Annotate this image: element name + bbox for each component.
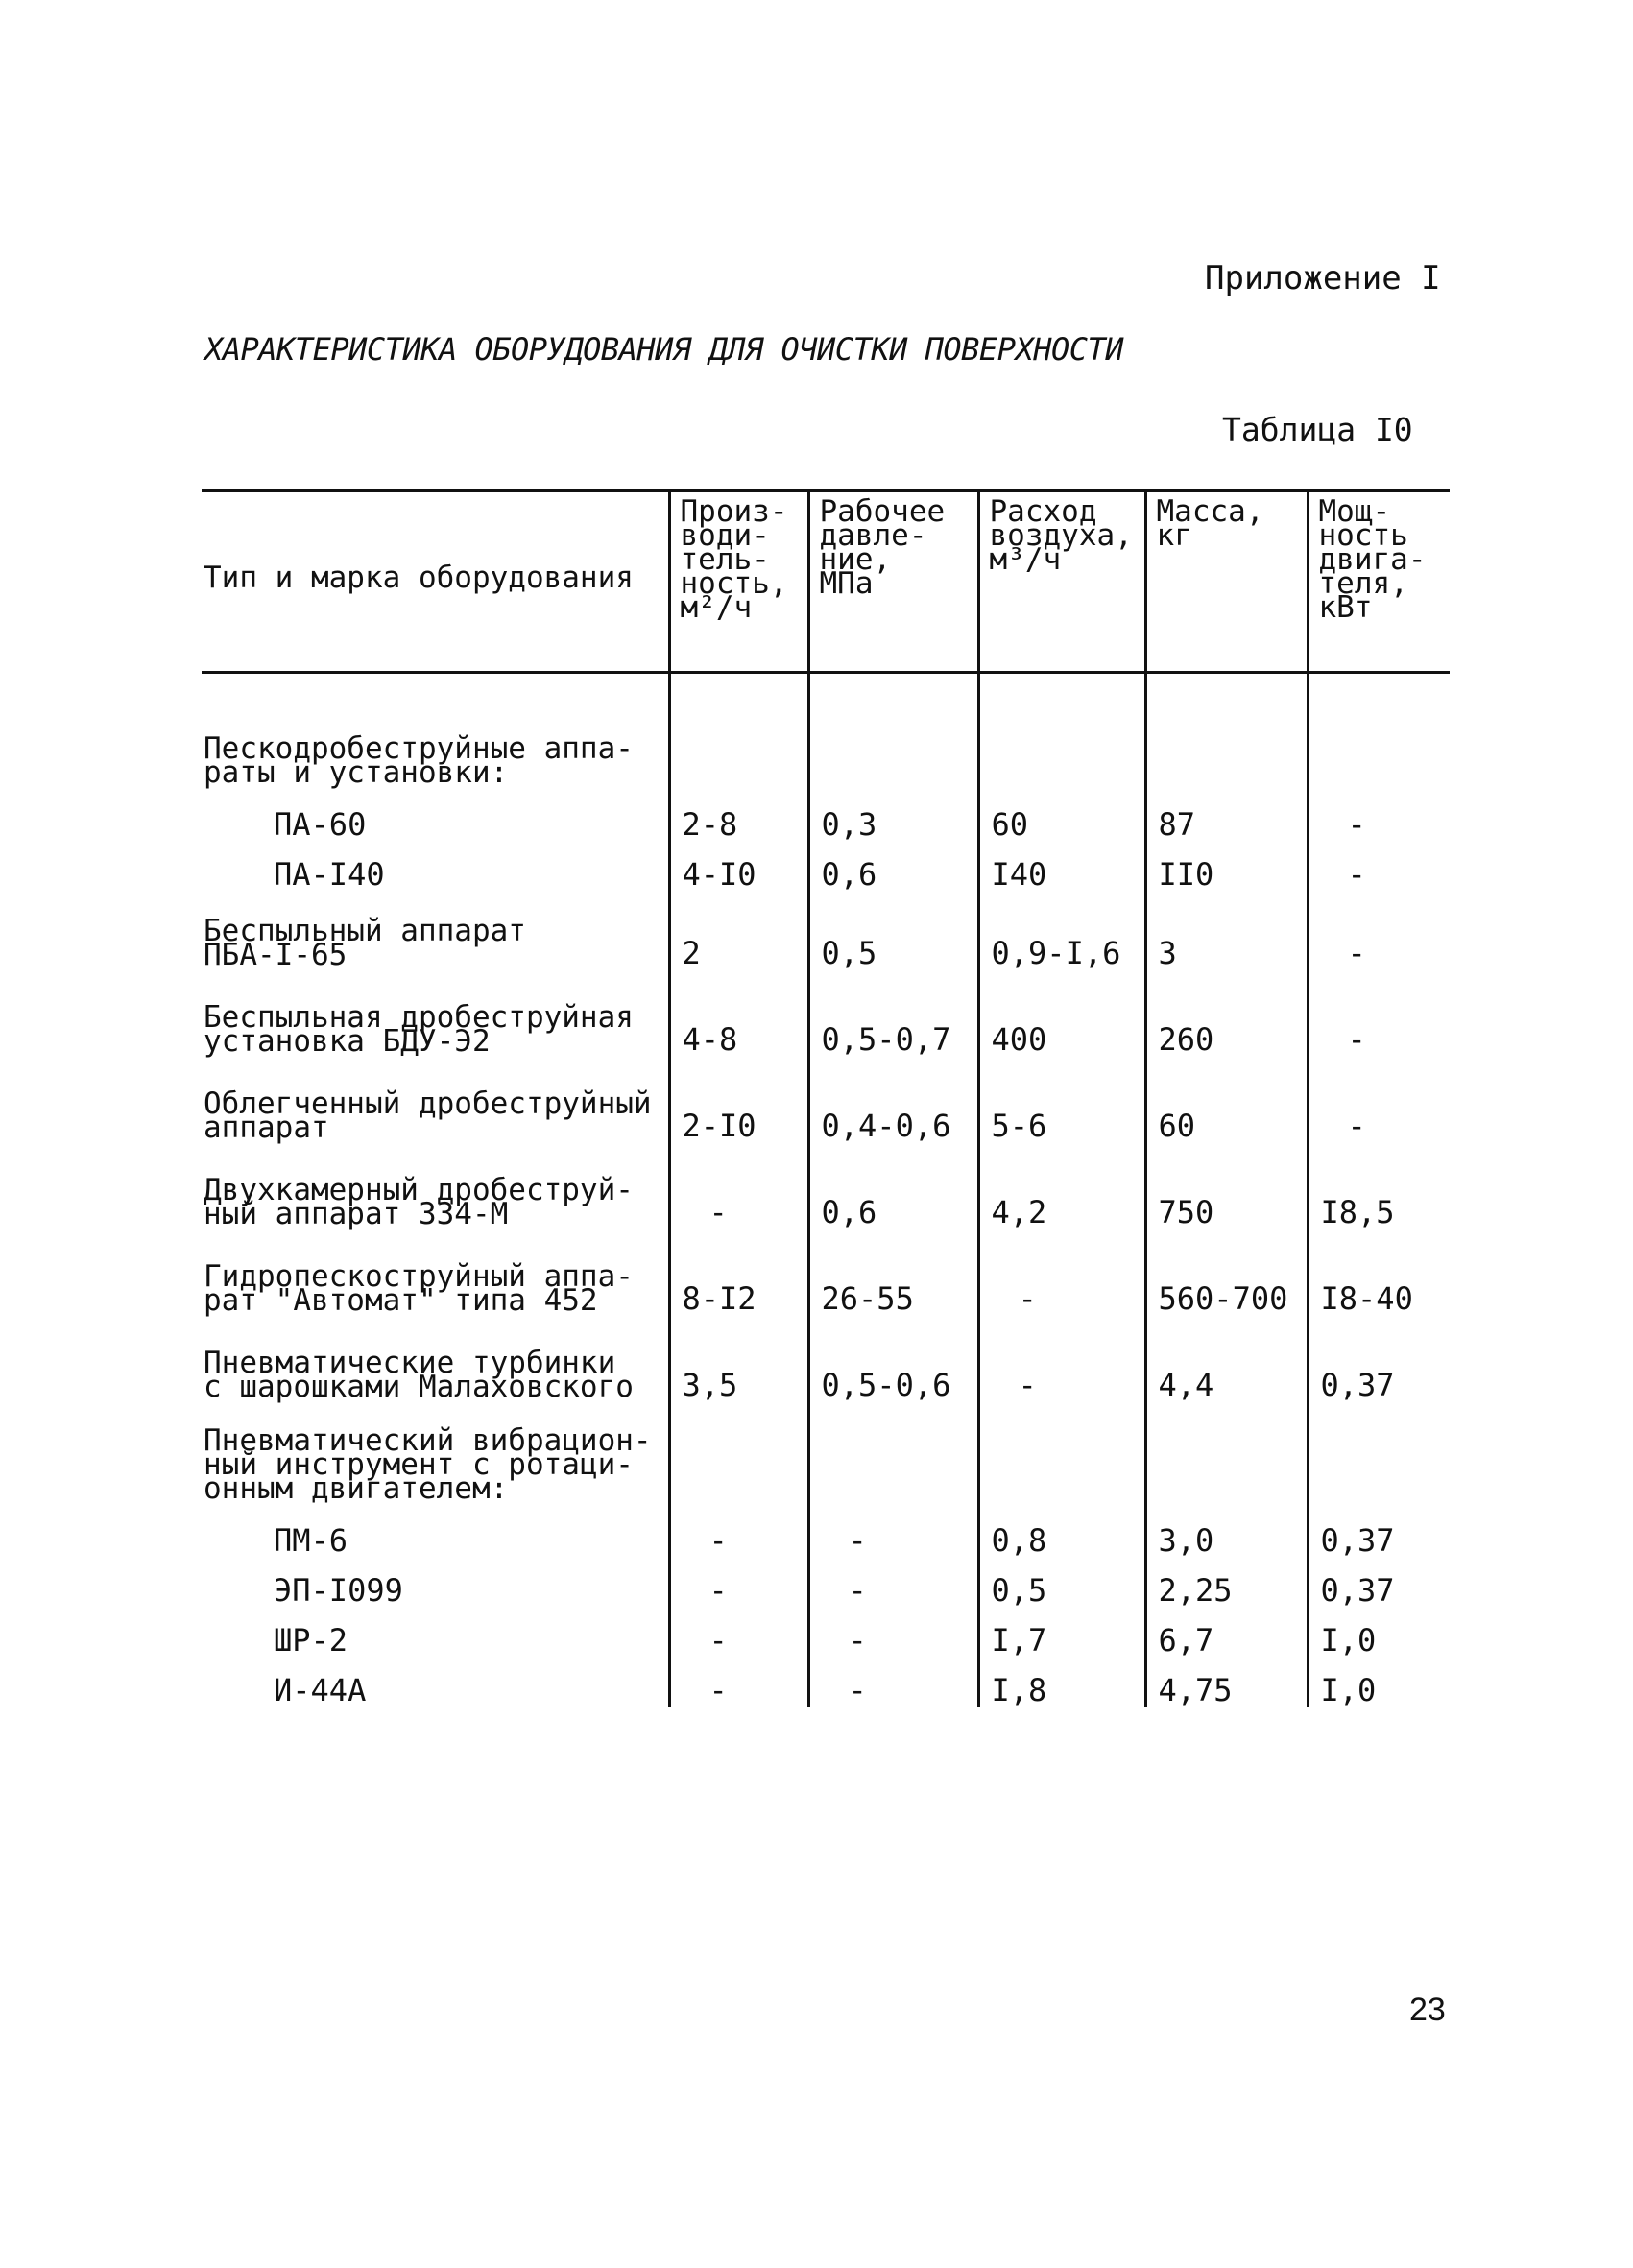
working-pressure-cell: - bbox=[808, 1507, 978, 1557]
motor-power-cell: I,0 bbox=[1308, 1657, 1450, 1707]
motor-power-cell bbox=[1308, 1409, 1450, 1507]
mass-cell: 87 bbox=[1145, 791, 1308, 841]
table-row bbox=[202, 1657, 1450, 1707]
header-air-consumption: Расход воздуха, м³/ч bbox=[978, 491, 1145, 673]
equipment-name-cell: Пневматические турбинки с шарошками Малаховского bbox=[204, 1346, 634, 1404]
productivity-cell: - bbox=[669, 1507, 808, 1557]
table-row bbox=[202, 1236, 1450, 1323]
productivity-cell: 4-I0 bbox=[669, 841, 808, 891]
table-row bbox=[202, 841, 1450, 891]
mass-cell bbox=[1145, 673, 1308, 792]
productivity-cell: 4-8 bbox=[669, 977, 808, 1063]
equipment-name-cell: Двухкамерный дробеструй- ный аппарат 334-М bbox=[204, 1173, 634, 1231]
working-pressure-cell: 0,5 bbox=[808, 891, 978, 977]
page-number: 23 bbox=[1409, 1992, 1446, 2028]
equipment-table-container bbox=[202, 489, 1450, 1707]
air-consumption-cell: I40 bbox=[978, 841, 1145, 891]
productivity-cell: - bbox=[669, 1150, 808, 1236]
working-pressure-cell: 0,5-0,7 bbox=[808, 977, 978, 1063]
table-body bbox=[202, 673, 1450, 1707]
air-consumption-cell: 60 bbox=[978, 791, 1145, 841]
equipment-name-cell: Пескодробеструйные аппа- раты и установки: bbox=[204, 731, 634, 790]
mass-cell: II0 bbox=[1145, 841, 1308, 891]
working-pressure-cell bbox=[808, 673, 978, 792]
air-consumption-cell: I,7 bbox=[978, 1607, 1145, 1657]
mass-cell: 2,25 bbox=[1145, 1557, 1308, 1607]
productivity-cell: - bbox=[669, 1557, 808, 1607]
productivity-cell: - bbox=[669, 1607, 808, 1657]
air-consumption-cell: - bbox=[978, 1323, 1145, 1409]
table-row bbox=[202, 1063, 1450, 1150]
table-row bbox=[202, 1607, 1450, 1657]
working-pressure-cell: 0,4-0,6 bbox=[808, 1063, 978, 1150]
mass-cell: 3 bbox=[1145, 891, 1308, 977]
air-consumption-cell: 0,9-I,6 bbox=[978, 891, 1145, 977]
air-consumption-cell bbox=[978, 673, 1145, 792]
mass-cell: 60 bbox=[1145, 1063, 1308, 1150]
motor-power-cell: 0,37 bbox=[1308, 1557, 1450, 1607]
header-row bbox=[202, 491, 1450, 673]
header-motor-power: Мощ- ность двига- теля, кВт bbox=[1308, 491, 1450, 673]
motor-power-cell: 0,37 bbox=[1308, 1507, 1450, 1557]
equipment-name-cell: Облегченный дробеструйный аппарат bbox=[204, 1086, 652, 1145]
equipment-table bbox=[202, 489, 1450, 1707]
productivity-cell: 3,5 bbox=[669, 1323, 808, 1409]
air-consumption-cell: - bbox=[978, 1236, 1145, 1323]
air-consumption-cell: 5-6 bbox=[978, 1063, 1145, 1150]
mass-cell: 4,75 bbox=[1145, 1657, 1308, 1707]
working-pressure-cell: - bbox=[808, 1607, 978, 1657]
productivity-cell bbox=[669, 673, 808, 792]
table-number: Таблица I0 bbox=[1222, 411, 1413, 448]
table-row bbox=[202, 1557, 1450, 1607]
header-equipment-type: Тип и марка оборудования bbox=[204, 560, 634, 595]
header-working-pressure: Рабочее давле- ние, МПа bbox=[808, 491, 978, 673]
air-consumption-cell: 400 bbox=[978, 977, 1145, 1063]
equipment-name-cell: ПМ-6 bbox=[274, 1522, 348, 1559]
productivity-cell bbox=[669, 1409, 808, 1507]
working-pressure-cell: 0,3 bbox=[808, 791, 978, 841]
equipment-name-cell: ПА-60 bbox=[274, 806, 367, 843]
motor-power-cell: I8,5 bbox=[1308, 1150, 1450, 1236]
equipment-name-cell: ЭП-I099 bbox=[274, 1572, 403, 1609]
table-row bbox=[202, 977, 1450, 1063]
equipment-name-cell: ПА-I40 bbox=[274, 856, 385, 893]
working-pressure-cell: - bbox=[808, 1657, 978, 1707]
air-consumption-cell: I,8 bbox=[978, 1657, 1145, 1707]
header-mass: Масса, кг bbox=[1145, 491, 1308, 673]
working-pressure-cell: - bbox=[808, 1557, 978, 1607]
productivity-cell: 8-I2 bbox=[669, 1236, 808, 1323]
motor-power-cell: I,0 bbox=[1308, 1607, 1450, 1657]
productivity-cell: 2-I0 bbox=[669, 1063, 808, 1150]
air-consumption-cell bbox=[978, 1409, 1145, 1507]
table-row bbox=[202, 673, 1450, 792]
motor-power-cell: - bbox=[1308, 841, 1450, 891]
motor-power-cell: I8-40 bbox=[1308, 1236, 1450, 1323]
header-productivity: Произ- води- тель- ность, м²/ч bbox=[669, 491, 808, 673]
equipment-name-cell: ШР-2 bbox=[274, 1622, 348, 1659]
productivity-cell: 2-8 bbox=[669, 791, 808, 841]
equipment-name-cell: Гидропескоструйный аппа- рат "Автомат" типа 452 bbox=[204, 1259, 634, 1318]
mass-cell: 4,4 bbox=[1145, 1323, 1308, 1409]
equipment-name-cell: И-44А bbox=[274, 1672, 367, 1708]
equipment-name-cell: Беспыльная дробеструйная установка БДУ-Э2 bbox=[204, 1000, 634, 1059]
table-row bbox=[202, 1150, 1450, 1236]
mass-cell: 6,7 bbox=[1145, 1607, 1308, 1657]
table-row bbox=[202, 1323, 1450, 1409]
motor-power-cell: - bbox=[1308, 977, 1450, 1063]
table-header bbox=[202, 491, 1450, 673]
working-pressure-cell: 0,6 bbox=[808, 1150, 978, 1236]
productivity-cell: 2 bbox=[669, 891, 808, 977]
motor-power-cell: - bbox=[1308, 891, 1450, 977]
mass-cell: 260 bbox=[1145, 977, 1308, 1063]
working-pressure-cell: 0,6 bbox=[808, 841, 978, 891]
table-row bbox=[202, 891, 1450, 977]
productivity-cell: - bbox=[669, 1657, 808, 1707]
air-consumption-cell: 4,2 bbox=[978, 1150, 1145, 1236]
mass-cell: 3,0 bbox=[1145, 1507, 1308, 1557]
table-row bbox=[202, 1409, 1450, 1507]
equipment-name-cell: Пневматический вибрацион- ный инструмент с ротаци- онным двигателем: bbox=[204, 1423, 652, 1506]
mass-cell bbox=[1145, 1409, 1308, 1507]
mass-cell: 560-700 bbox=[1145, 1236, 1308, 1323]
motor-power-cell bbox=[1308, 673, 1450, 792]
working-pressure-cell: 0,5-0,6 bbox=[808, 1323, 978, 1409]
air-consumption-cell: 0,5 bbox=[978, 1557, 1145, 1607]
motor-power-cell: 0,37 bbox=[1308, 1323, 1450, 1409]
working-pressure-cell: 26-55 bbox=[808, 1236, 978, 1323]
motor-power-cell: - bbox=[1308, 1063, 1450, 1150]
document-title: ХАРАКТЕРИСТИКА ОБОРУДОВАНИЯ ДЛЯ ОЧИСТКИ ПОВЕРХНОСТИ bbox=[204, 331, 1124, 368]
motor-power-cell: - bbox=[1308, 791, 1450, 841]
table-row bbox=[202, 791, 1450, 841]
air-consumption-cell: 0,8 bbox=[978, 1507, 1145, 1557]
mass-cell: 750 bbox=[1145, 1150, 1308, 1236]
equipment-name-cell: Беспыльный аппарат ПБА-I-65 bbox=[204, 914, 526, 972]
table-row bbox=[202, 1507, 1450, 1557]
working-pressure-cell bbox=[808, 1409, 978, 1507]
appendix-label: Приложение I bbox=[1205, 259, 1441, 298]
